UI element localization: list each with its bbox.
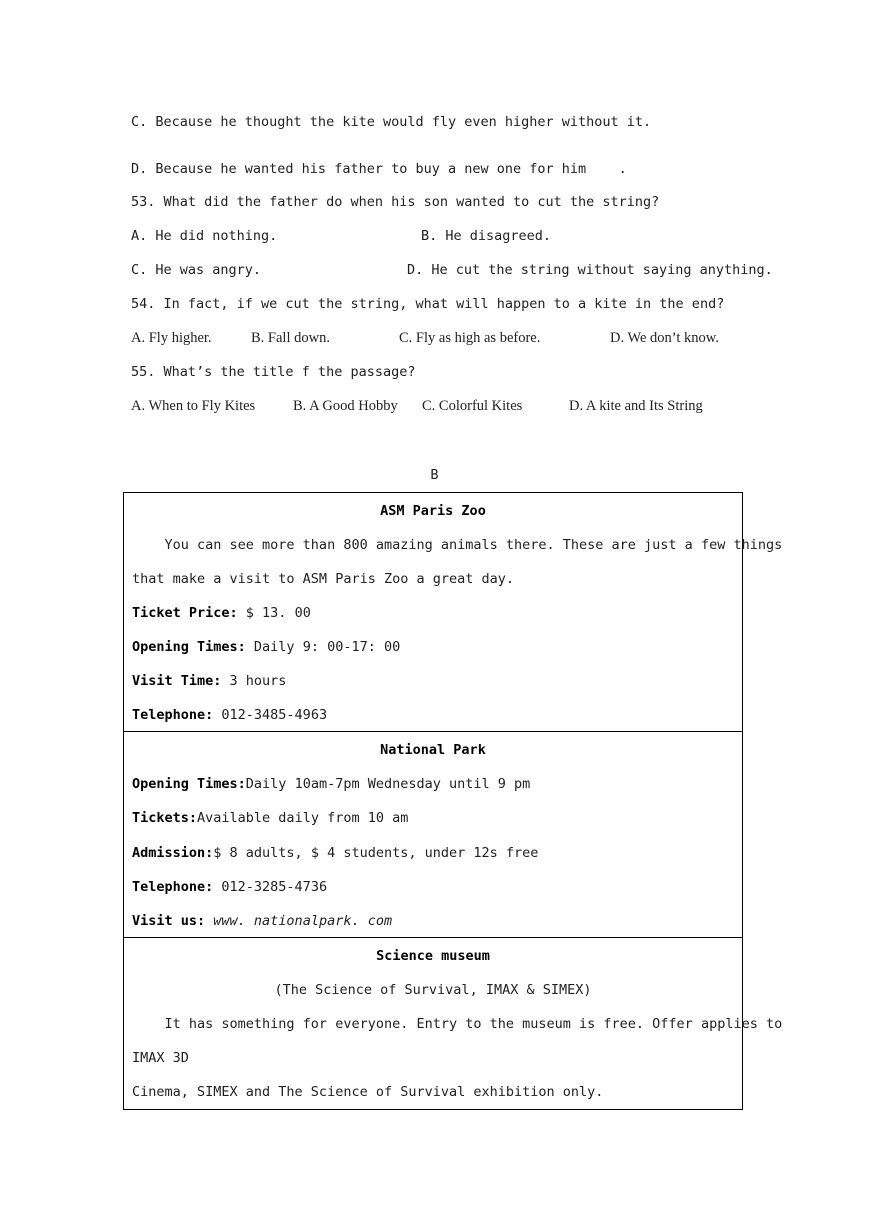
- row-divider: [124, 937, 742, 938]
- zoo-ticket-value: $ 13. 00: [237, 605, 311, 621]
- park-tickets-label: Tickets:: [132, 810, 198, 826]
- row-divider: [124, 731, 742, 732]
- park-telephone-label: Telephone:: [132, 879, 214, 895]
- question-55-option-a: A. When to Fly Kites: [131, 398, 256, 414]
- question-53-stem: 53. What did the father do when his son wanted to cut the string?: [131, 194, 660, 210]
- info-table: [123, 492, 783, 1110]
- museum-description-line-1: It has something for everyone. Entry to the museum is free. Offer applies to: [132, 1016, 783, 1032]
- question-54-option-b: B. Fall down.: [251, 330, 330, 346]
- park-telephone: [132, 878, 327, 896]
- park-opening-label: Opening Times:: [132, 776, 246, 792]
- question-54-option-a: A. Fly higher.: [131, 330, 212, 346]
- zoo-ticket-price: [132, 604, 311, 622]
- zoo-description-line-1: You can see more than 800 amazing animals there. These are just a few things: [132, 537, 783, 553]
- park-admission-value: $ 8 adults, $ 4 students, under 12s free: [213, 845, 539, 861]
- question-53-option-b: B. He disagreed.: [421, 228, 552, 244]
- section-letter: B: [430, 467, 439, 483]
- question-54-option-c: C. Fly as high as before.: [399, 330, 541, 346]
- zoo-visit-value: 3 hours: [221, 673, 287, 689]
- park-admission: [132, 844, 538, 862]
- zoo-ticket-label: Ticket Price:: [132, 605, 238, 621]
- park-title: National Park: [380, 742, 486, 758]
- question-54-option-d: D. We don’t know.: [610, 330, 719, 346]
- zoo-telephone-label: Telephone:: [132, 707, 214, 723]
- zoo-title: ASM Paris Zoo: [380, 503, 486, 519]
- park-admission-label: Admission:: [132, 845, 214, 861]
- question-55-option-d: D. A kite and Its String: [569, 398, 703, 414]
- park-tickets: [132, 809, 408, 827]
- zoo-visit-label: Visit Time:: [132, 673, 222, 689]
- question-55-stem: 55. What’s the title f the passage?: [131, 364, 416, 380]
- park-opening-value: Daily 10am-7pm Wednesday until 9 pm: [245, 776, 531, 792]
- question-53-option-d: D. He cut the string without saying anything.: [407, 262, 773, 278]
- zoo-opening-label: Opening Times:: [132, 639, 246, 655]
- zoo-telephone-value: 012-3485-4963: [213, 707, 328, 723]
- museum-description-line-3: Cinema, SIMEX and The Science of Survival exhibition only.: [132, 1084, 604, 1100]
- museum-description-line-2: IMAX 3D: [132, 1050, 189, 1066]
- park-website-label: Visit us:: [132, 913, 206, 929]
- question-52-option-d: D. Because he wanted his father to buy a new one for him .: [131, 161, 627, 177]
- park-website: [132, 912, 392, 930]
- question-52-option-c: C. Because he thought the kite would fly even higher without it.: [131, 114, 652, 130]
- park-tickets-value: Available daily from 10 am: [197, 810, 409, 826]
- zoo-telephone: [132, 706, 327, 724]
- question-55-option-c: C. Colorful Kites: [422, 398, 523, 414]
- zoo-description-line-2: that make a visit to ASM Paris Zoo a great day.: [132, 571, 515, 587]
- park-opening-times: [132, 775, 530, 793]
- zoo-opening-value: Daily 9: 00-17: 00: [245, 639, 401, 655]
- park-telephone-value: 012-3285-4736: [213, 879, 328, 895]
- zoo-visit-time: [132, 672, 286, 690]
- question-54-stem: 54. In fact, if we cut the string, what will happen to a kite in the end?: [131, 296, 725, 312]
- museum-title: Science museum: [376, 948, 490, 964]
- question-53-option-c: C. He was angry.: [131, 262, 262, 278]
- zoo-opening-times: [132, 638, 400, 656]
- museum-subtitle: (The Science of Survival, IMAX & SIMEX): [274, 982, 592, 998]
- question-55-option-b: B. A Good Hobby: [293, 398, 398, 414]
- park-website-link[interactable]: www. nationalpark. com: [205, 913, 393, 929]
- question-53-option-a: A. He did nothing.: [131, 228, 278, 244]
